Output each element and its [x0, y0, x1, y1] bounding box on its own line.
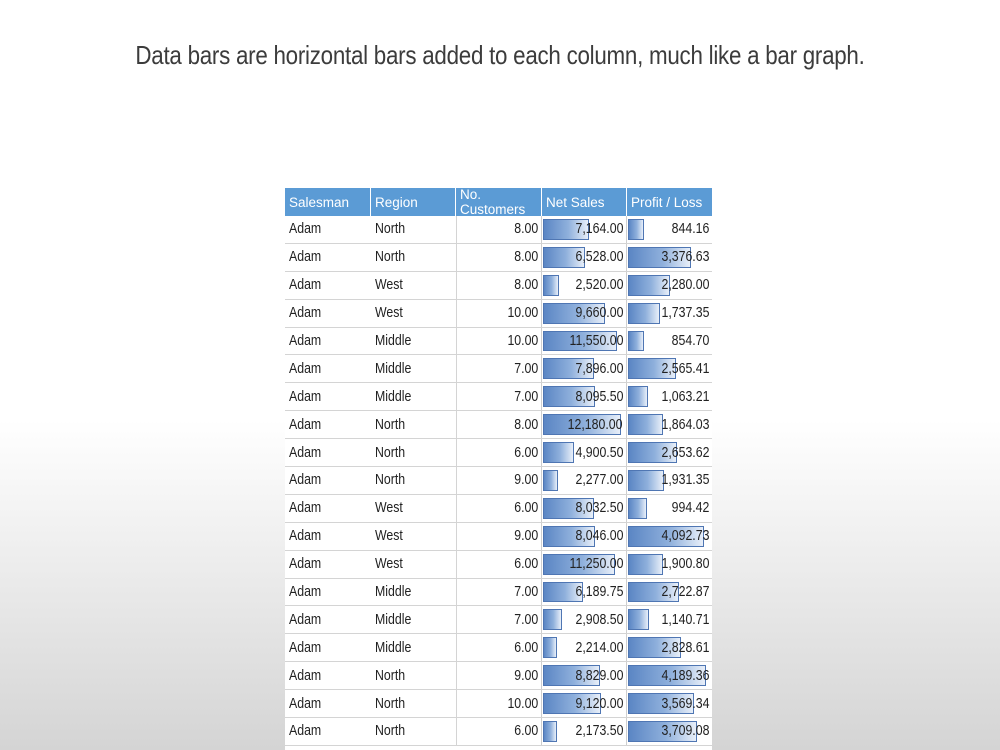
- data-bar: [543, 637, 557, 658]
- cell-profit-loss[interactable]: [627, 523, 712, 550]
- cell-value: Adam: [289, 333, 322, 349]
- cell-salesman[interactable]: [285, 718, 371, 745]
- cell-profit-loss[interactable]: [627, 216, 712, 243]
- cell-net-sales[interactable]: [542, 272, 627, 299]
- cell-value: 6.00: [514, 444, 538, 461]
- header-no-customers[interactable]: No. Customers: [456, 188, 542, 216]
- cell-value: 3,569.34: [661, 695, 709, 712]
- table-row: [285, 411, 712, 439]
- cell-customers[interactable]: [456, 718, 542, 745]
- cell-customers[interactable]: [456, 216, 542, 243]
- cell-value: 854.70: [671, 333, 709, 349]
- cell-value: Adam: [289, 249, 322, 266]
- cell-value: West: [375, 528, 403, 545]
- cell-value: 3,376.63: [661, 249, 709, 266]
- cell-salesman[interactable]: [285, 551, 371, 578]
- cell-value: 8,095.50: [575, 388, 623, 405]
- table-row: [285, 355, 712, 383]
- cell-value: North: [375, 695, 406, 712]
- cell-customers[interactable]: [456, 411, 542, 438]
- cell-salesman[interactable]: [285, 300, 371, 327]
- cell-value: 6.00: [514, 639, 538, 656]
- cell-salesman[interactable]: [285, 606, 371, 633]
- cell-profit-loss[interactable]: [627, 495, 712, 522]
- table-row: [285, 383, 712, 411]
- cell-net-sales[interactable]: [542, 551, 627, 578]
- cell-value: Adam: [289, 360, 322, 377]
- cell-value: Adam: [289, 277, 322, 294]
- cell-value: Adam: [289, 500, 322, 517]
- cell-value: Adam: [289, 444, 322, 461]
- cell-value: 6.00: [514, 556, 538, 573]
- header-net-sales[interactable]: Net Sales: [542, 188, 627, 216]
- cell-value: 1,931.35: [661, 472, 709, 489]
- cell-customers[interactable]: [456, 579, 542, 606]
- cell-region[interactable]: [371, 523, 456, 550]
- cell-net-sales[interactable]: [542, 579, 627, 606]
- cell-salesman[interactable]: [285, 579, 371, 606]
- cell-salesman[interactable]: [285, 244, 371, 271]
- table-header-row: [285, 188, 712, 216]
- data-bar: [543, 470, 558, 491]
- table-row: [285, 606, 712, 634]
- cell-value: 1,864.03: [661, 416, 709, 433]
- slide-caption: Data bars are horizontal bars added to each column, much like a bar graph.: [135, 40, 865, 70]
- cell-region[interactable]: [371, 579, 456, 606]
- table-row: [285, 495, 712, 523]
- table-row: [285, 216, 712, 244]
- cell-value: 1,737.35: [661, 305, 709, 322]
- cell-net-sales[interactable]: [542, 300, 627, 327]
- cell-profit-loss[interactable]: [627, 272, 712, 299]
- cell-value: 844.16: [671, 221, 709, 238]
- cell-value: Adam: [289, 723, 322, 740]
- cell-value: 1,063.21: [661, 388, 709, 405]
- cell-salesman[interactable]: [285, 523, 371, 550]
- cell-value: North: [375, 723, 406, 740]
- cell-value: West: [375, 556, 403, 573]
- cell-customers[interactable]: [456, 272, 542, 299]
- data-bar: [543, 609, 562, 630]
- cell-salesman[interactable]: [285, 383, 371, 410]
- cell-value: North: [375, 249, 406, 266]
- cell-profit-loss[interactable]: [627, 690, 712, 717]
- cell-value: 8,829.00: [575, 667, 623, 684]
- cell-net-sales[interactable]: [542, 411, 627, 438]
- cell-value: Adam: [289, 388, 322, 405]
- cell-value: Middle: [375, 611, 412, 628]
- table-row: [285, 579, 712, 607]
- cell-value: North: [375, 221, 406, 238]
- cell-value: 2,173.50: [575, 723, 623, 740]
- cell-value: 2,653.62: [661, 444, 709, 461]
- cell-value: Adam: [289, 611, 322, 628]
- cell-customers[interactable]: [456, 328, 542, 355]
- cell-value: 6,528.00: [575, 249, 623, 266]
- cell-customers[interactable]: [456, 467, 542, 494]
- cell-region[interactable]: [371, 634, 456, 661]
- cell-customers[interactable]: [456, 690, 542, 717]
- cell-value: 9,660.00: [575, 305, 623, 322]
- cell-value: 9.00: [514, 528, 538, 545]
- cell-value: 8.00: [514, 249, 538, 266]
- data-bar: [628, 219, 644, 240]
- cell-value: 6.00: [514, 500, 538, 517]
- table-row: [285, 244, 712, 272]
- cell-value: Adam: [289, 584, 322, 601]
- cell-salesman[interactable]: [285, 216, 371, 243]
- cell-value: 9,120.00: [575, 695, 623, 712]
- cell-region[interactable]: [371, 300, 456, 327]
- cell-value: Adam: [289, 472, 322, 489]
- cell-value: 10.00: [507, 333, 538, 349]
- cell-value: 7,164.00: [575, 221, 623, 238]
- cell-value: 1,900.80: [661, 556, 709, 573]
- cell-customers[interactable]: [456, 551, 542, 578]
- header-region[interactable]: Region: [371, 188, 456, 216]
- cell-value: North: [375, 472, 406, 489]
- cell-profit-loss[interactable]: [627, 439, 712, 466]
- cell-value: 7.00: [514, 584, 538, 601]
- cell-region[interactable]: [371, 411, 456, 438]
- cell-region[interactable]: [371, 355, 456, 382]
- cell-value: West: [375, 277, 403, 294]
- cell-profit-loss[interactable]: [627, 355, 712, 382]
- header-salesman[interactable]: Salesman: [285, 188, 371, 216]
- table-row: [285, 439, 712, 467]
- cell-customers[interactable]: [456, 439, 542, 466]
- cell-region[interactable]: [371, 690, 456, 717]
- data-bar: [543, 275, 559, 296]
- table-row: [285, 328, 712, 356]
- cell-net-sales[interactable]: [542, 328, 627, 355]
- cell-customers[interactable]: [456, 383, 542, 410]
- cell-net-sales[interactable]: [542, 662, 627, 689]
- table-row: [285, 523, 712, 551]
- cell-value: 11,550.00: [569, 333, 623, 349]
- cell-profit-loss[interactable]: [627, 411, 712, 438]
- cell-value: Adam: [289, 416, 322, 433]
- cell-region[interactable]: [371, 718, 456, 745]
- table-row: [285, 467, 712, 495]
- data-bar: [628, 554, 663, 575]
- cell-value: Middle: [375, 333, 412, 349]
- cell-salesman[interactable]: [285, 328, 371, 355]
- cell-region[interactable]: [371, 439, 456, 466]
- data-bar: [628, 498, 647, 519]
- cell-customers[interactable]: [456, 355, 542, 382]
- cell-value: North: [375, 444, 406, 461]
- cell-value: Adam: [289, 221, 322, 238]
- cell-salesman[interactable]: [285, 495, 371, 522]
- table-row: [285, 662, 712, 690]
- data-bar: [628, 386, 648, 407]
- cell-profit-loss[interactable]: [627, 300, 712, 327]
- cell-customers[interactable]: [456, 244, 542, 271]
- cell-customers[interactable]: [456, 523, 542, 550]
- cell-net-sales[interactable]: [542, 216, 627, 243]
- cell-region[interactable]: [371, 328, 456, 355]
- cell-net-sales[interactable]: [542, 523, 627, 550]
- cell-value: 7.00: [514, 388, 538, 405]
- cell-value: 8,032.50: [575, 500, 623, 517]
- spreadsheet-table: [285, 188, 712, 750]
- data-bar: [628, 470, 664, 491]
- cell-profit-loss[interactable]: [627, 606, 712, 633]
- cell-net-sales[interactable]: [542, 690, 627, 717]
- cell-profit-loss[interactable]: [627, 467, 712, 494]
- cell-value: 10.00: [507, 695, 538, 712]
- data-bar: [628, 331, 644, 352]
- cell-value: Adam: [289, 556, 322, 573]
- cell-value: Adam: [289, 667, 322, 684]
- data-bar: [628, 303, 660, 324]
- cell-value: Middle: [375, 360, 412, 377]
- table-row: [285, 551, 712, 579]
- table-row: [285, 272, 712, 300]
- cell-value: 2,214.00: [575, 639, 623, 656]
- cell-net-sales[interactable]: [542, 718, 627, 745]
- cell-value: 6,189.75: [575, 584, 623, 601]
- cell-value: 8,046.00: [575, 528, 623, 545]
- cell-salesman[interactable]: [285, 355, 371, 382]
- header-profit-loss[interactable]: Profit / Loss: [631, 194, 703, 210]
- cell-value: West: [375, 305, 403, 322]
- cell-value: 2,277.00: [575, 472, 623, 489]
- cell-region[interactable]: [371, 662, 456, 689]
- table-row: [285, 634, 712, 662]
- cell-value: 9.00: [514, 667, 538, 684]
- cell-value: Adam: [289, 639, 322, 656]
- cell-profit-loss[interactable]: [627, 328, 712, 355]
- cell-value: 8.00: [514, 221, 538, 238]
- cell-region[interactable]: [371, 216, 456, 243]
- cell-customers[interactable]: [456, 300, 542, 327]
- cell-value: Adam: [289, 695, 322, 712]
- cell-net-sales[interactable]: [542, 495, 627, 522]
- cell-value: 8.00: [514, 416, 538, 433]
- cell-customers[interactable]: [456, 495, 542, 522]
- cell-region[interactable]: [371, 551, 456, 578]
- cell-value: Middle: [375, 388, 412, 405]
- cell-region[interactable]: [371, 272, 456, 299]
- cell-value: 12,180.00: [568, 416, 623, 433]
- cell-salesman[interactable]: [285, 439, 371, 466]
- data-bar: [543, 721, 557, 742]
- table-row: [285, 718, 712, 746]
- cell-value: North: [375, 667, 406, 684]
- cell-value: 2,280.00: [661, 277, 709, 294]
- cell-region[interactable]: [371, 467, 456, 494]
- cell-value: 2,908.50: [575, 611, 623, 628]
- cell-value: 10.00: [507, 305, 538, 322]
- data-bar: [543, 442, 574, 463]
- cell-net-sales[interactable]: [542, 244, 627, 271]
- cell-salesman[interactable]: [285, 662, 371, 689]
- table-row: [285, 300, 712, 328]
- cell-profit-loss[interactable]: [627, 551, 712, 578]
- table-body: [285, 216, 712, 746]
- cell-profit-loss[interactable]: [627, 383, 712, 410]
- cell-value: 11,250.00: [569, 556, 623, 573]
- cell-salesman[interactable]: [285, 634, 371, 661]
- cell-value: 7.00: [514, 360, 538, 377]
- cell-profit-loss[interactable]: [627, 662, 712, 689]
- cell-region[interactable]: [371, 244, 456, 271]
- cell-value: 2,565.41: [661, 360, 709, 377]
- cell-value: 7,896.00: [575, 360, 623, 377]
- cell-value: 994.42: [671, 500, 709, 517]
- cell-region[interactable]: [371, 383, 456, 410]
- cell-net-sales[interactable]: [542, 439, 627, 466]
- cell-value: Adam: [289, 528, 322, 545]
- cell-net-sales[interactable]: [542, 634, 627, 661]
- cell-profit-loss[interactable]: [627, 579, 712, 606]
- cell-value: 8.00: [514, 277, 538, 294]
- cell-region[interactable]: [371, 495, 456, 522]
- cell-value: 2,828.61: [661, 639, 709, 656]
- cell-customers[interactable]: [456, 606, 542, 633]
- data-bar: [628, 609, 649, 630]
- cell-value: West: [375, 500, 403, 517]
- cell-value: 2,520.00: [575, 277, 623, 294]
- cell-profit-loss[interactable]: [627, 634, 712, 661]
- cell-value: Middle: [375, 639, 412, 656]
- cell-salesman[interactable]: [285, 272, 371, 299]
- cell-profit-loss[interactable]: [627, 718, 712, 745]
- cell-salesman[interactable]: [285, 467, 371, 494]
- cell-value: 2,722.87: [661, 584, 709, 601]
- cell-salesman[interactable]: [285, 411, 371, 438]
- cell-value: 6.00: [514, 723, 538, 740]
- cell-salesman[interactable]: [285, 690, 371, 717]
- cell-net-sales[interactable]: [542, 383, 627, 410]
- cell-profit-loss[interactable]: [627, 244, 712, 271]
- cell-net-sales[interactable]: [542, 467, 627, 494]
- cell-value: Middle: [375, 584, 412, 601]
- table-row: [285, 690, 712, 718]
- cell-customers[interactable]: [456, 634, 542, 661]
- cell-value: 4,189.36: [661, 667, 709, 684]
- cell-region[interactable]: [371, 606, 456, 633]
- cell-value: North: [375, 416, 406, 433]
- cell-value: 4,900.50: [575, 444, 623, 461]
- data-bar: [628, 414, 663, 435]
- cell-net-sales[interactable]: [542, 355, 627, 382]
- cell-value: 9.00: [514, 472, 538, 489]
- cell-customers[interactable]: [456, 662, 542, 689]
- cell-value: Adam: [289, 305, 322, 322]
- cell-value: 3,709.08: [661, 723, 709, 740]
- cell-value: 1,140.71: [661, 611, 709, 628]
- cell-value: 4,092.73: [661, 528, 709, 545]
- cell-net-sales[interactable]: [542, 606, 627, 633]
- cell-value: 7.00: [514, 611, 538, 628]
